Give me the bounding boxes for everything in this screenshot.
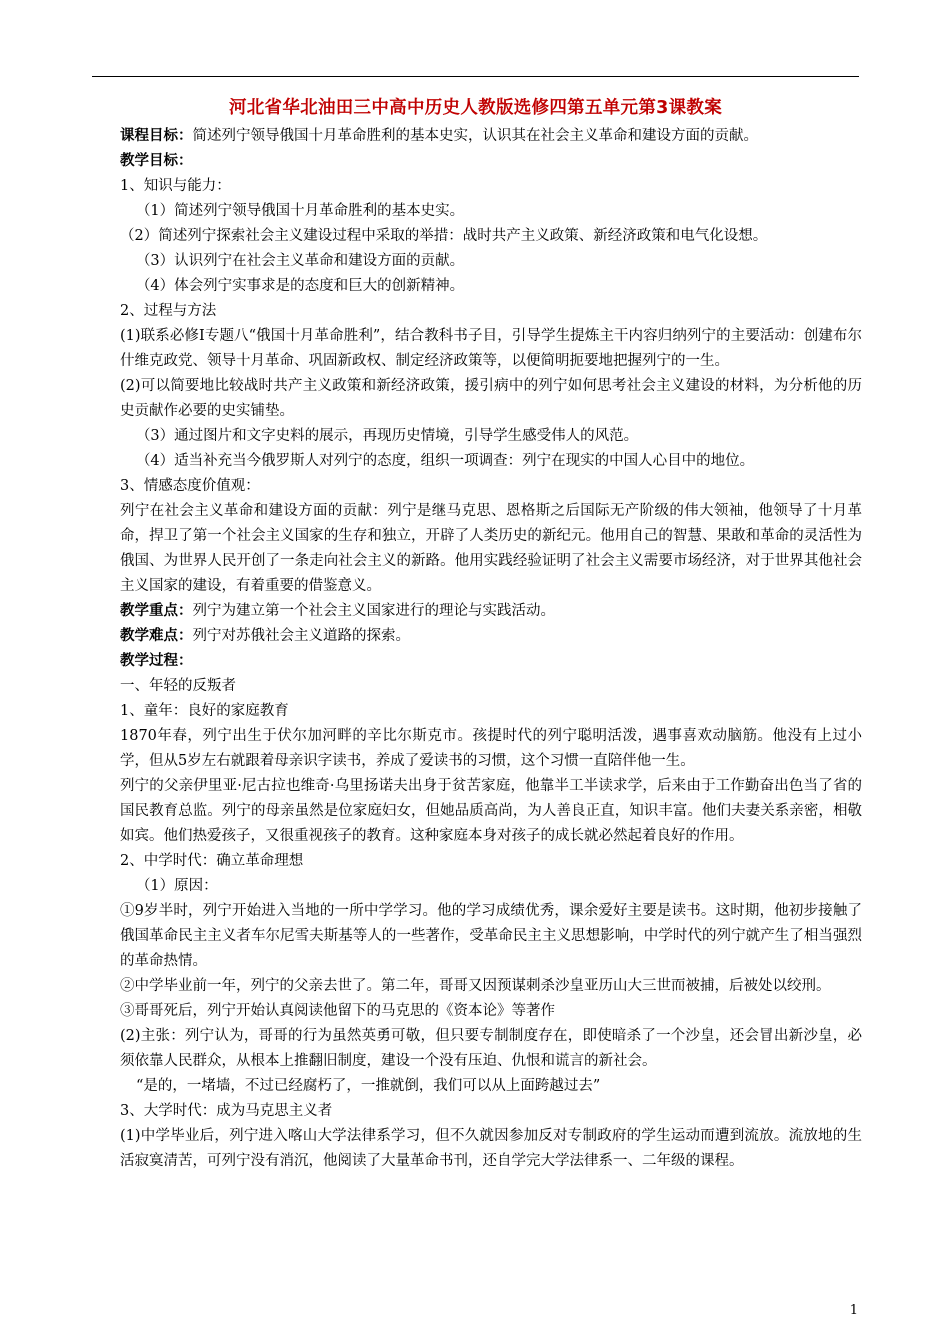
- reason-item: ②中学毕业前一年，列宁的父亲去世了。第二年，哥哥又因预谋刺杀沙皇亚历山大三世而被捕，后被处以绞刑。: [120, 978, 831, 994]
- childhood-heading: 1、童年：良好的家庭教育: [120, 703, 289, 719]
- university-paragraph: (1)中学毕业后，列宁进入喀山大学法律系学习，但不久就因参加反对专制政府的学生运动而遭到流放。流放地的生活寂寞清苦，可列宁没有消沉，他阅读了大量革命书刊，还自学完大学法律系一、二年级的课程。: [120, 1128, 862, 1169]
- process-heading: 2、过程与方法: [120, 303, 217, 319]
- teaching-goal-label: 教学目标：: [120, 153, 193, 169]
- reason-label: （1）原因：: [135, 878, 218, 894]
- course-goal-text: 简述列宁领导俄国十月革命胜利的基本史实，认识其在社会主义革命和建设方面的贡献。: [192, 128, 758, 144]
- difficulty: [120, 624, 862, 649]
- reason-item: ③哥哥死后，列宁开始认真阅读他留下的马克思的《资本论》等著作: [120, 1003, 555, 1019]
- document-title: 河北省华北油田三中高中历史人教版选修四第五单元第3课教案: [228, 98, 723, 118]
- university-heading: 3、大学时代：成为马克思主义者: [120, 1103, 333, 1119]
- emotion-heading: 3、情感态度价值观：: [120, 478, 260, 494]
- process-item: (1)联系必修Ⅰ专题八“俄国十月革命胜利”，结合教科书子目，引导学生提炼主干内容归纳列宁的主要活动：创建布尔什维克政党、领导十月革命、巩固新政权、制定经济政策等，以便简明扼要地把握列宁的一生。: [120, 328, 862, 369]
- page-number: 1: [849, 1303, 858, 1318]
- process-item: （4）适当补充当今俄罗斯人对列宁的态度，组织一项调查：列宁在现实的中国人心目中的地位。: [135, 453, 755, 469]
- course-goal: [120, 124, 862, 149]
- quote: “是的，一堵墙，不过已经腐朽了，一推就倒，我们可以从上面跨越过去”: [135, 1078, 601, 1094]
- header-rule: [92, 76, 859, 77]
- knowledge-item: （2）简述列宁探索社会主义建设过程中采取的举措：战时共产主义政策、新经济政策和电气化设想。: [120, 228, 768, 244]
- section-heading: 一、年轻的反叛者: [120, 678, 236, 694]
- knowledge-item: （3）认识列宁在社会主义革命和建设方面的贡献。: [135, 253, 465, 269]
- difficulty-text: 列宁对苏俄社会主义道路的探索。: [192, 628, 410, 644]
- knowledge-item: （1）简述列宁领导俄国十月革命胜利的基本史实。: [135, 203, 465, 219]
- childhood-paragraph: 列宁的父亲伊里亚·尼古拉也维奇·乌里扬诺夫出身于贫苦家庭，他靠半工半读求学，后来由于工作勤奋出色当了省的国民教育总监。列宁的母亲虽然是位家庭妇女，但她品质高尚，为人善良正直，知识丰富。他们夫妻关系亲密，相敬如宾。他们热爱孩子，又很重视孩子的教育。这种家庭本身对孩子的成长就必然起着良好的作用。: [120, 778, 862, 844]
- difficulty-label: 教学难点：: [120, 628, 193, 644]
- key-point-text: 列宁为建立第一个社会主义国家进行的理论与实践活动。: [192, 603, 555, 619]
- claim-paragraph: (2)主张：列宁认为，哥哥的行为虽然英勇可敬，但只要专制制度存在，即使暗杀了一个沙皇，还会冒出新沙皇，必须依靠人民群众，从根本上推翻旧制度，建设一个没有压迫、仇恨和谎言的新社会。: [120, 1028, 862, 1069]
- reason-item: ①9岁半时，列宁开始进入当地的一所中学学习。他的学习成绩优秀，课余爱好主要是读书。这时期，他初步接触了俄国革命民主主义者车尔尼雪夫斯基等人的一些著作，受革命民主主义思想影响，中学时代的列宁就产生了相当强烈的革命热情。: [120, 903, 862, 969]
- key-point-label: 教学重点：: [120, 603, 193, 619]
- middle-school-heading: 2、中学时代：确立革命理想: [120, 853, 304, 869]
- course-goal-label: 课程目标：: [120, 128, 193, 144]
- process-item: （3）通过图片和文字史料的展示，再现历史情境，引导学生感受伟人的风范。: [135, 428, 639, 444]
- emotion-text: 列宁在社会主义革命和建设方面的贡献：列宁是继马克思、恩格斯之后国际无产阶级的伟大领袖，他领导了十月革命，捍卫了第一个社会主义国家的生存和独立，开辟了人类历史的新纪元。他用自己的智慧、果敢和革命的灵活性为俄国、为世界人民开创了一条走向社会主义的新路。他用实践经验证明了社会主义需要市场经济，对于世界其他社会主义国家的建设，有着重要的借鉴意义。: [120, 503, 862, 594]
- childhood-paragraph: 1870年春，列宁出生于伏尔加河畔的辛比尔斯克市。孩提时代的列宁聪明活泼，遇事喜欢动脑筋。他没有上过小学，但从5岁左右就跟着母亲识字读书，养成了爱读书的习惯，这个习惯一直陪伴他一生。: [120, 728, 862, 769]
- process-label: 教学过程：: [120, 653, 193, 669]
- key-point: [120, 599, 862, 624]
- knowledge-heading: 1、知识与能力：: [120, 178, 231, 194]
- document-body: [120, 124, 862, 1174]
- process-item: (2)可以简要地比较战时共产主义政策和新经济政策，援引病中的列宁如何思考社会主义建设的材料，为分析他的历史贡献作必要的史实铺垫。: [120, 378, 862, 419]
- knowledge-item: （4）体会列宁实事求是的态度和巨大的创新精神。: [135, 278, 465, 294]
